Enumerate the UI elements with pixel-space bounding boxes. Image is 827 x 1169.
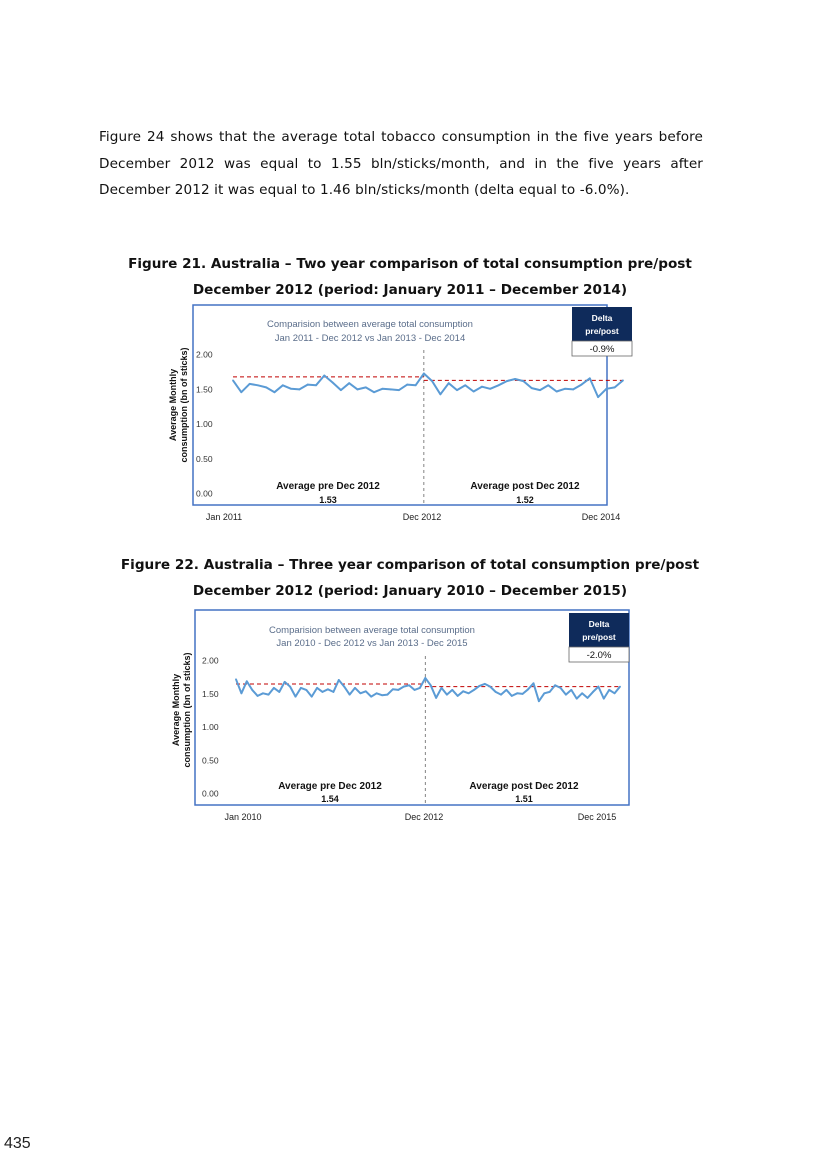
post-average-value: 1.51 xyxy=(515,794,533,804)
page-number: 435 xyxy=(4,1135,31,1152)
figure-title-line: December 2012 (period: January 2011 – December 2014) xyxy=(192,282,628,298)
data-point xyxy=(549,691,551,693)
y-tick-label: 1.00 xyxy=(202,722,219,732)
paragraph-line: December 2012 it was equal to 1.46 bln/sticks/month (delta equal to -6.0%). xyxy=(99,182,630,198)
paragraph-line: Figure 24 shows that the average total tobacco consumption in the five years before xyxy=(99,129,703,145)
data-point xyxy=(435,697,437,699)
data-point xyxy=(597,686,599,688)
x-tick-label: Dec 2012 xyxy=(402,512,442,522)
data-point xyxy=(419,687,421,689)
data-point xyxy=(431,380,433,382)
data-point xyxy=(323,375,325,377)
data-point xyxy=(300,687,302,689)
data-point xyxy=(511,695,513,697)
data-point xyxy=(387,694,389,696)
chart-title: Comparision between average total consumption xyxy=(267,319,473,330)
data-point xyxy=(430,684,432,686)
data-point xyxy=(322,691,324,693)
data-point xyxy=(343,686,345,688)
data-point xyxy=(603,698,605,700)
data-point xyxy=(506,689,508,691)
consumption-chart-2yr xyxy=(160,305,640,527)
y-axis-label xyxy=(168,347,189,462)
y-tick-label: 1.00 xyxy=(196,419,213,429)
data-point xyxy=(290,388,292,390)
data-point xyxy=(441,687,443,689)
post-average-value: 1.52 xyxy=(516,495,534,505)
data-point xyxy=(415,384,417,386)
data-point xyxy=(373,391,375,393)
data-point xyxy=(457,695,459,697)
chart-subtitle: Jan 2011 - Dec 2012 vs Jan 2013 - Dec 2014 xyxy=(274,333,466,344)
data-point xyxy=(614,386,616,388)
data-point xyxy=(298,389,300,391)
data-point xyxy=(500,694,502,696)
data-point xyxy=(554,684,556,686)
x-tick-label: Dec 2012 xyxy=(404,812,444,822)
y-tick-label: 0.00 xyxy=(196,488,213,499)
data-point xyxy=(357,389,359,391)
y-axis-label-line1: Average Monthly xyxy=(171,673,181,747)
data-point xyxy=(619,686,621,688)
data-point xyxy=(414,689,416,691)
data-point xyxy=(464,384,466,386)
data-point xyxy=(514,378,516,380)
data-point xyxy=(315,384,317,386)
data-point xyxy=(268,694,270,696)
data-point xyxy=(570,689,572,691)
data-point xyxy=(241,692,243,694)
data-point xyxy=(498,384,500,386)
data-point xyxy=(451,689,453,691)
data-point xyxy=(581,384,583,386)
chart-title: Comparision between average total consumption xyxy=(269,625,475,636)
data-point xyxy=(614,692,616,694)
chart-subtitle: Jan 2010 - Dec 2012 vs Jan 2013 - Dec 2015 xyxy=(276,638,468,649)
data-point xyxy=(251,689,253,691)
delta-value: -2.0% xyxy=(586,650,612,661)
y-axis-label-line2: consumption (bn of sticks) xyxy=(179,347,189,463)
data-point xyxy=(332,382,334,384)
y-tick-label: 0.00 xyxy=(202,788,219,799)
figure-title-line: Figure 21. Australia – Two year comparison of total consumption pre/post xyxy=(128,256,692,272)
data-point xyxy=(273,687,275,689)
data-point xyxy=(408,684,410,686)
data-point xyxy=(481,386,483,388)
data-point xyxy=(289,686,291,688)
data-point xyxy=(448,382,450,384)
pre-average-value: 1.54 xyxy=(321,794,339,804)
data-point xyxy=(581,692,583,694)
figure-title-line: December 2012 (period: January 2010 – December 2015) xyxy=(192,583,628,599)
data-point xyxy=(376,692,378,694)
data-point xyxy=(262,692,264,694)
x-tick-label: Dec 2015 xyxy=(577,812,617,822)
data-point xyxy=(295,696,297,698)
data-point xyxy=(246,680,248,682)
data-point xyxy=(556,391,558,393)
data-point xyxy=(397,689,399,691)
figure-22-title xyxy=(80,552,740,604)
data-point xyxy=(311,696,313,698)
data-point xyxy=(327,688,329,690)
data-point xyxy=(440,393,442,395)
data-point xyxy=(564,388,566,390)
y-axis-label-line2: consumption (bn of sticks) xyxy=(182,652,192,768)
data-point xyxy=(249,383,251,385)
data-point xyxy=(274,391,276,393)
intro-paragraph xyxy=(99,124,703,204)
data-point xyxy=(370,696,372,698)
delta-box xyxy=(569,613,629,662)
delta-label-2: pre/post xyxy=(582,632,616,642)
data-point xyxy=(359,692,361,694)
data-point xyxy=(265,386,267,388)
data-point xyxy=(484,683,486,685)
pre-average-value: 1.53 xyxy=(319,495,337,505)
y-axis-label xyxy=(171,652,192,767)
data-point xyxy=(572,389,574,391)
data-point xyxy=(606,388,608,390)
y-tick-label: 0.50 xyxy=(202,755,219,766)
data-point xyxy=(278,691,280,693)
data-point xyxy=(424,677,426,679)
data-point xyxy=(622,380,624,382)
data-point xyxy=(539,389,541,391)
data-point xyxy=(257,695,259,697)
delta-label: Delta xyxy=(588,619,610,629)
data-point xyxy=(282,384,284,386)
data-point xyxy=(403,686,405,688)
data-point xyxy=(381,388,383,390)
data-point xyxy=(232,380,234,382)
data-point xyxy=(565,694,567,696)
delta-box xyxy=(572,307,632,356)
data-point xyxy=(257,384,259,386)
data-point xyxy=(392,688,394,690)
post-average-label: Average post Dec 2012 xyxy=(470,481,580,492)
data-point xyxy=(462,690,464,692)
data-point xyxy=(489,686,491,688)
data-point xyxy=(390,389,392,391)
data-point xyxy=(235,678,237,680)
data-point xyxy=(516,692,518,694)
data-point xyxy=(354,687,356,689)
y-tick-label: 2.00 xyxy=(196,349,213,360)
data-point xyxy=(473,391,475,393)
data-point xyxy=(305,689,307,691)
data-point xyxy=(538,700,540,702)
data-point xyxy=(597,396,599,398)
paragraph-line: December 2012 was equal to 1.55 bln/sticks/month, and in the five years after xyxy=(99,155,703,172)
x-tick-label: Jan 2011 xyxy=(205,512,243,522)
figure-title-line: Figure 22. Australia – Three year comparison of total consumption pre/post xyxy=(120,557,700,573)
data-point xyxy=(523,380,525,382)
data-point xyxy=(608,689,610,691)
data-point xyxy=(240,391,242,393)
data-point xyxy=(338,679,340,681)
x-tick-label: Jan 2010 xyxy=(224,812,262,822)
data-point xyxy=(423,373,425,375)
y-tick-label: 1.50 xyxy=(202,688,219,699)
data-point xyxy=(527,688,529,690)
y-axis-label-line1: Average Monthly xyxy=(168,368,178,442)
data-point xyxy=(406,384,408,386)
y-tick-label: 0.50 xyxy=(196,453,213,464)
data-point xyxy=(489,388,491,390)
delta-label: Delta xyxy=(591,313,613,323)
x-tick-label: Dec 2014 xyxy=(581,512,621,522)
data-point xyxy=(446,694,448,696)
figure-21-chart xyxy=(160,305,640,527)
data-point xyxy=(365,386,367,388)
data-point xyxy=(587,697,589,699)
y-tick-label: 2.00 xyxy=(202,655,219,666)
data-point xyxy=(398,389,400,391)
data-point xyxy=(332,691,334,693)
data-point xyxy=(307,384,309,386)
data-point xyxy=(495,691,497,693)
data-point xyxy=(506,380,508,382)
data-point xyxy=(478,685,480,687)
data-point xyxy=(349,694,351,696)
data-point xyxy=(533,682,535,684)
data-point xyxy=(381,694,383,696)
delta-value: -0.9% xyxy=(589,344,615,355)
figure-22-chart xyxy=(160,610,640,825)
data-point xyxy=(547,384,549,386)
post-average-label: Average post Dec 2012 xyxy=(469,781,579,792)
data-point xyxy=(365,690,367,692)
data-point xyxy=(340,389,342,391)
data-point xyxy=(589,377,591,379)
data-point xyxy=(284,681,286,683)
pre-average-label: Average pre Dec 2012 xyxy=(278,781,382,792)
pre-average-label: Average pre Dec 2012 xyxy=(276,481,380,492)
data-point xyxy=(316,687,318,689)
data-point xyxy=(592,691,594,693)
data-point xyxy=(543,692,545,694)
data-point xyxy=(531,387,533,389)
data-point xyxy=(473,689,475,691)
data-point xyxy=(560,687,562,689)
data-point xyxy=(576,698,578,700)
delta-label-2: pre/post xyxy=(585,326,619,336)
consumption-chart-3yr xyxy=(160,610,640,825)
data-point xyxy=(456,389,458,391)
data-point xyxy=(468,692,470,694)
figure-21-title xyxy=(80,251,740,303)
data-point xyxy=(522,693,524,695)
data-point xyxy=(348,382,350,384)
y-tick-label: 1.50 xyxy=(196,384,213,395)
